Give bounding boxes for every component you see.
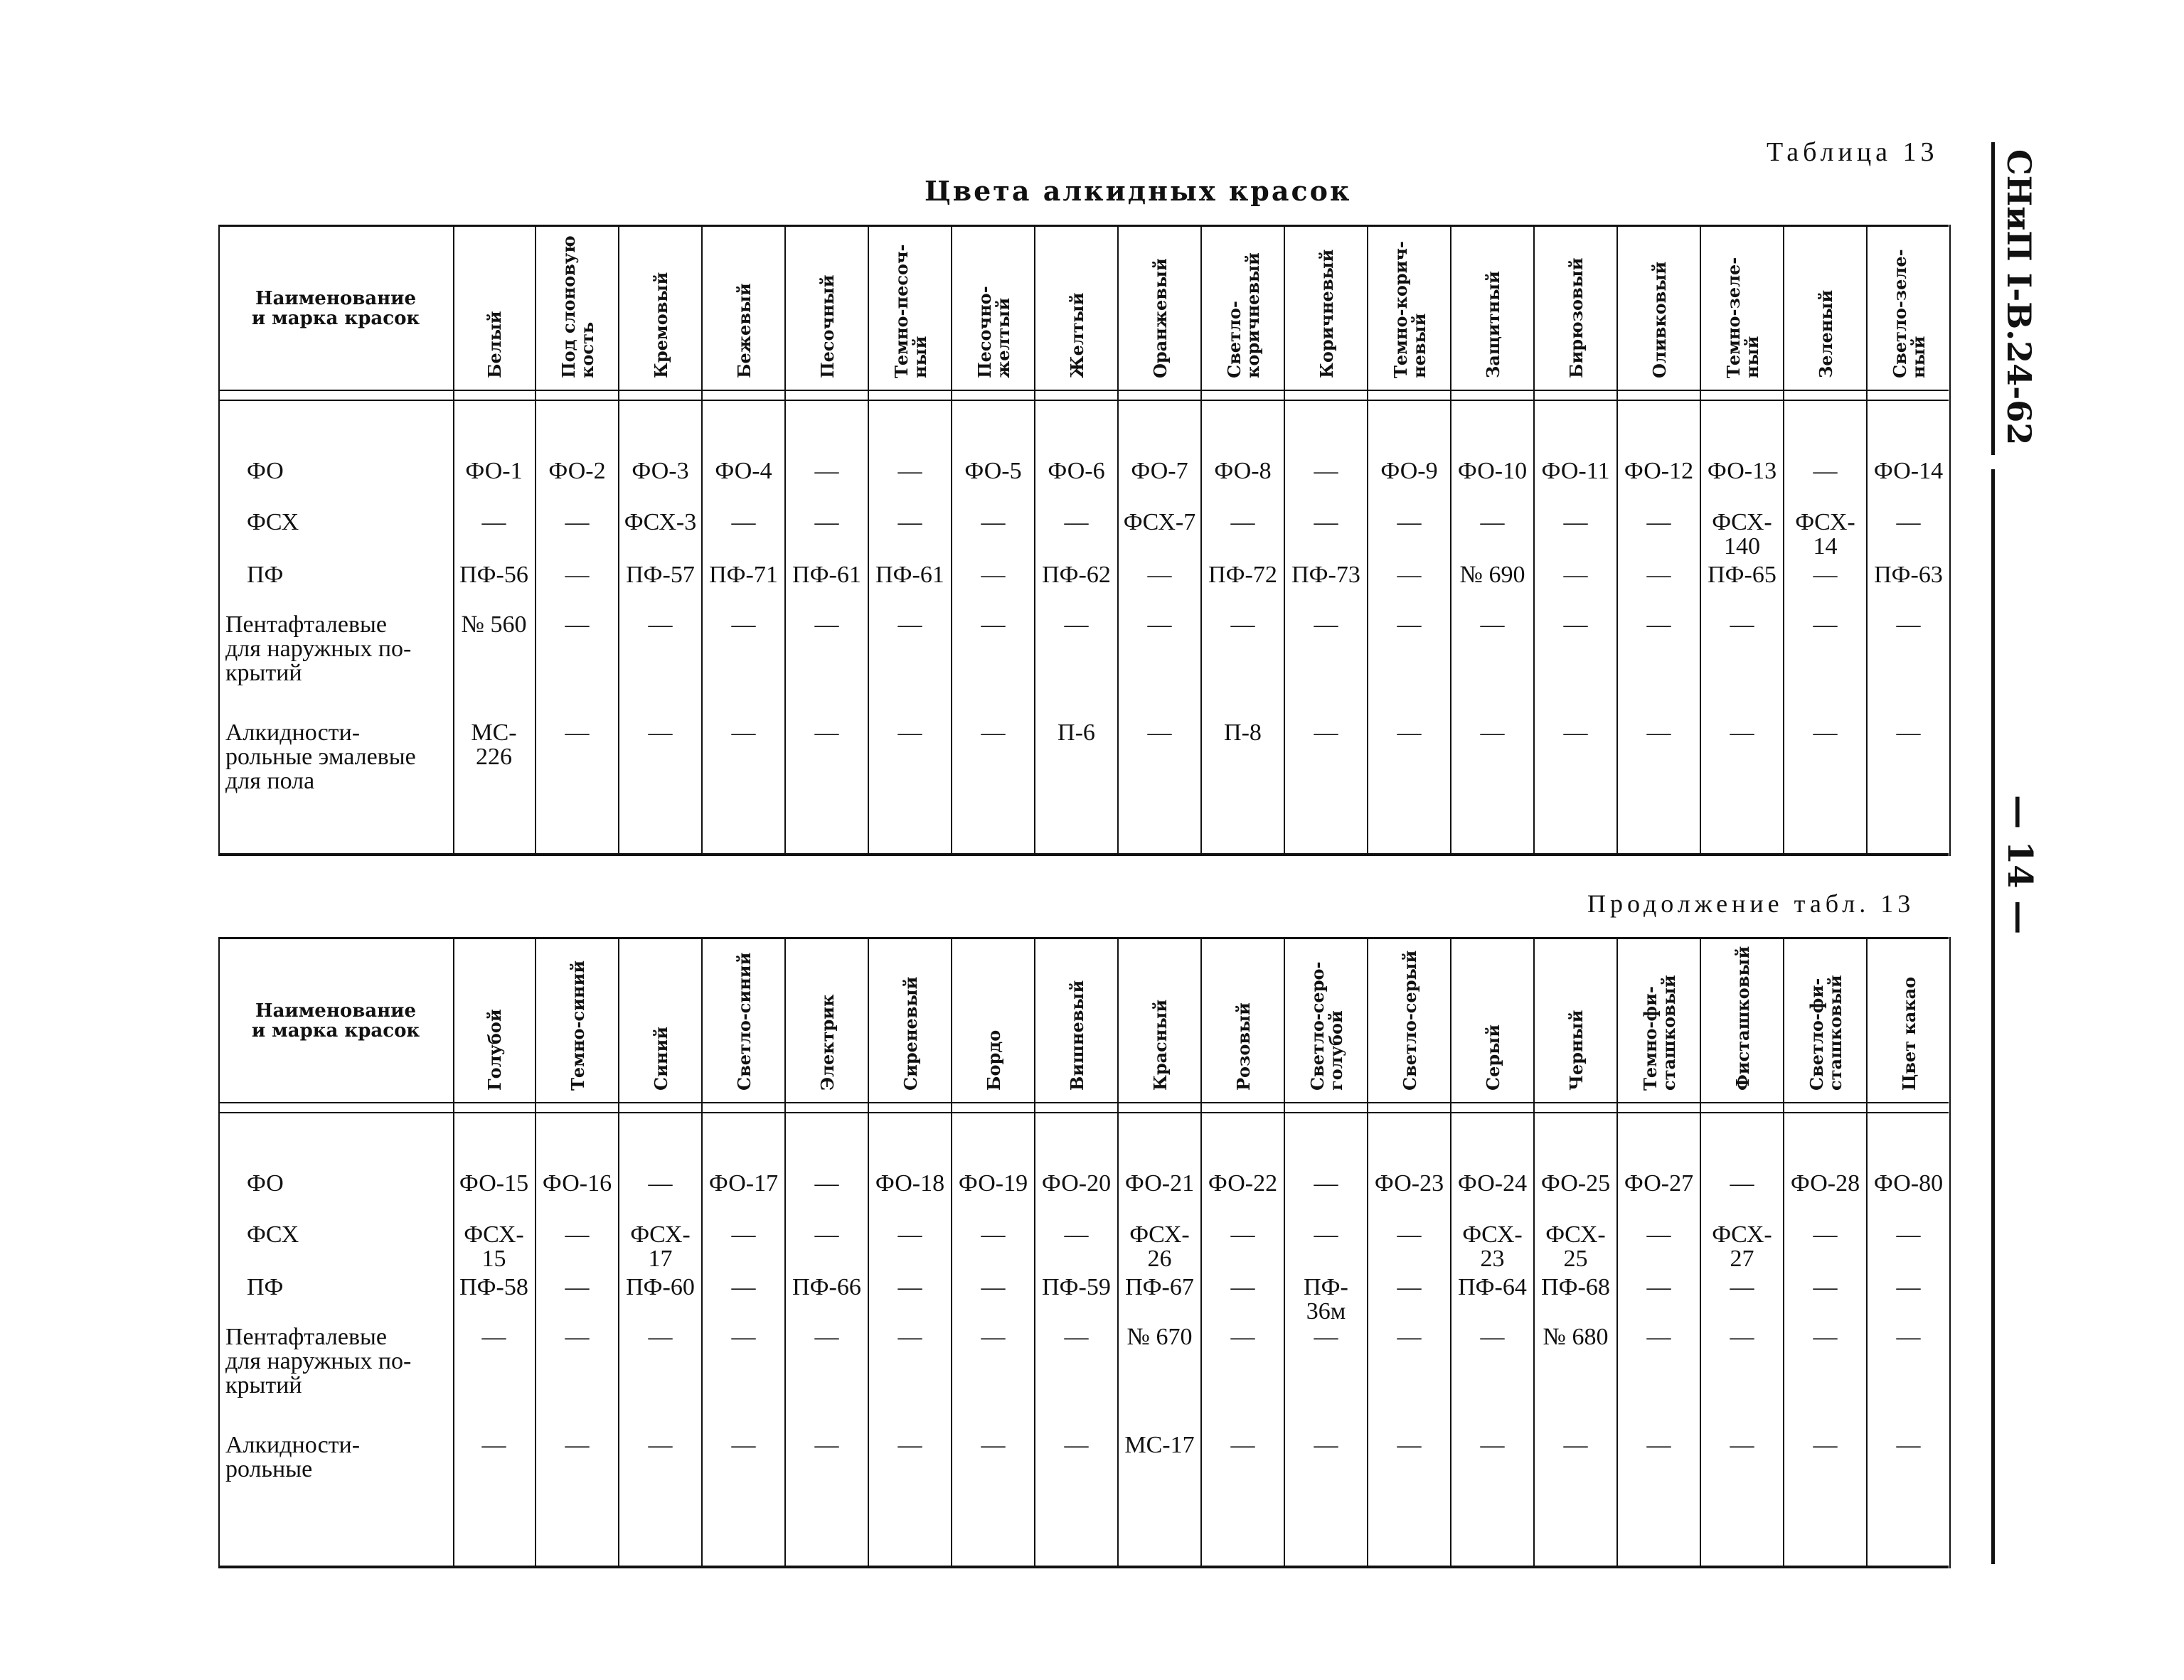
- table-cell: ПФ-65: [1708, 562, 1777, 588]
- row-name: ПФ: [247, 562, 284, 588]
- column-header: [619, 941, 701, 1098]
- column-header-label: Черный: [1566, 1010, 1587, 1091]
- column-header: [1451, 941, 1533, 1098]
- table-cell: —: [897, 458, 922, 484]
- table-cell: ПФ-57: [626, 562, 695, 588]
- table-cell: —: [648, 1432, 673, 1458]
- table-cell: —: [1480, 1324, 1505, 1350]
- table-cell: ПФ-64: [1458, 1274, 1527, 1300]
- table-cell: —: [1813, 1432, 1838, 1458]
- table-cell: ПФ-60: [626, 1274, 695, 1300]
- table-cell: П-6: [1058, 719, 1095, 746]
- column-header-label: Серый: [1483, 1024, 1503, 1091]
- column-header-label: Темно-корич- невый: [1390, 241, 1429, 378]
- table-cell: —: [565, 1324, 590, 1350]
- column-header-label: Защитный: [1483, 271, 1503, 378]
- table-cell: —: [648, 1170, 673, 1197]
- table-bottom-rule: [218, 1566, 1949, 1568]
- column-header-label: Коричневый: [1316, 249, 1337, 378]
- table-cell: ФО-23: [1374, 1170, 1444, 1197]
- column-header-label: Фисташковый: [1732, 946, 1753, 1091]
- table-cell: ПФ-61: [875, 562, 944, 588]
- column-header: [1701, 229, 1783, 385]
- table-cell: —: [1230, 1274, 1255, 1300]
- table-cell: —: [1480, 719, 1505, 746]
- table-cell: —: [1646, 611, 1671, 638]
- table-cell: —: [1646, 1432, 1671, 1458]
- table-cell: —: [1397, 1432, 1422, 1458]
- column-header: [1784, 229, 1866, 385]
- table-cell: —: [565, 509, 590, 535]
- table-cell: ФО-1: [465, 458, 523, 484]
- table-cell: ПФ-67: [1125, 1274, 1194, 1300]
- table-cell: ФО-20: [1041, 1170, 1112, 1197]
- table-cell: ФО-14: [1873, 458, 1944, 484]
- table-cell: —: [897, 1324, 922, 1350]
- table-cell: ФО-3: [632, 458, 689, 484]
- table-cell: ФО-25: [1540, 1170, 1611, 1197]
- column-header: [952, 229, 1034, 385]
- table-cell: ФСХ-3: [624, 509, 697, 535]
- row-name: ПФ: [247, 1274, 284, 1300]
- column-header-label: Светло-синий: [734, 952, 755, 1091]
- paint-colors-table: [218, 225, 1949, 856]
- column-header-label: Цвет какао: [1899, 976, 1919, 1091]
- row-name: ФО: [247, 1170, 284, 1197]
- table-cell: ПФ-63: [1874, 562, 1943, 588]
- body-top-rule: [218, 1112, 1949, 1113]
- table-cell: —: [1813, 719, 1838, 746]
- column-header-label: Розовый: [1233, 1002, 1254, 1091]
- table-cell: —: [1813, 458, 1838, 484]
- table-cell: —: [1064, 1324, 1089, 1350]
- table-cell: ПФ-56: [459, 562, 528, 588]
- row-name: ФО: [247, 458, 284, 484]
- table-cell: —: [565, 1274, 590, 1300]
- paint-colors-table-continued: [218, 937, 1949, 1568]
- table-cell: —: [814, 509, 839, 535]
- column-rule: [1949, 225, 1951, 856]
- table-cell: ПФ-72: [1208, 562, 1277, 588]
- table-cell: ФО-18: [875, 1170, 945, 1197]
- column-header: [1119, 941, 1200, 1098]
- table-cell: —: [814, 719, 839, 746]
- table-top-rule: [218, 937, 1949, 939]
- column-header-label: Зеленый: [1816, 289, 1836, 378]
- table-cell: —: [981, 719, 1006, 746]
- table-cell: —: [1064, 509, 1089, 535]
- table-cell: —: [1896, 509, 1921, 535]
- table-cell: —: [814, 1324, 839, 1350]
- table-cell: —: [1147, 719, 1172, 746]
- table-cell: —: [1064, 611, 1089, 638]
- table-cell: ПФ-73: [1291, 562, 1360, 588]
- table-cell: ФСХ- 25: [1545, 1221, 1606, 1272]
- column-header: [536, 941, 618, 1098]
- table-bottom-rule: [218, 853, 1949, 856]
- column-header: [1202, 229, 1284, 385]
- table-cell: —: [981, 1221, 1006, 1248]
- table-cell: ФСХ- 140: [1712, 509, 1772, 560]
- column-header-label: Темно-фи- сташковый: [1640, 975, 1679, 1091]
- table-cell: —: [1563, 611, 1588, 638]
- table-cell: —: [814, 611, 839, 638]
- table-cell: —: [1230, 611, 1255, 638]
- document-code: СНиП I-В.24-62: [2000, 149, 2038, 446]
- table-cell: —: [1646, 562, 1671, 588]
- column-header-label: Электрик: [817, 994, 838, 1091]
- table-cell: ФСХ- 23: [1462, 1221, 1523, 1272]
- table-cell: —: [814, 1221, 839, 1248]
- table-cell: —: [1646, 719, 1671, 746]
- column-header: [453, 229, 535, 385]
- table-cell: —: [981, 562, 1006, 588]
- table-cell: —: [1896, 1274, 1921, 1300]
- table-cell: —: [1314, 1221, 1338, 1248]
- column-header-label: Белый: [484, 311, 505, 378]
- table-cell: —: [1397, 1324, 1422, 1350]
- table-cell: ФО-80: [1873, 1170, 1944, 1197]
- table-top-rule: [218, 225, 1949, 227]
- table-cell: —: [1813, 562, 1838, 588]
- table-cell: —: [1314, 1324, 1338, 1350]
- table-cell: —: [1896, 1221, 1921, 1248]
- column-header-label: Светло-серый: [1400, 950, 1420, 1091]
- table-cell: —: [1064, 1221, 1089, 1248]
- table-cell: МС- 226: [471, 719, 517, 770]
- row-name: Пентафталевые для наружных по- крытий: [225, 1324, 412, 1398]
- name-header: Наименование и марка красок: [251, 288, 420, 329]
- table-cell: ФО-9: [1380, 458, 1438, 484]
- table-cell: —: [897, 719, 922, 746]
- table-cell: П-8: [1224, 719, 1262, 746]
- row-name: Пентафталевые для наружных по- крытий: [225, 611, 412, 686]
- table-cell: —: [1563, 1432, 1588, 1458]
- page-number: — 14 —: [2000, 795, 2040, 935]
- table-cell: —: [731, 611, 756, 638]
- table-cell: —: [1896, 1324, 1921, 1350]
- column-rule: [1949, 937, 1951, 1568]
- table-cell: —: [1314, 458, 1338, 484]
- table-cell: —: [481, 509, 506, 535]
- column-header-label: Желтый: [1067, 292, 1087, 378]
- table-cell: —: [1813, 1221, 1838, 1248]
- column-header-label: Синий: [651, 1026, 671, 1091]
- table-cell: ПФ-62: [1042, 562, 1111, 588]
- column-header-label: Голубой: [484, 1009, 505, 1091]
- table-cell: —: [565, 1432, 590, 1458]
- table-cell: —: [1730, 1324, 1754, 1350]
- table-cell: ФО-28: [1790, 1170, 1860, 1197]
- column-header: [786, 941, 868, 1098]
- table-cell: —: [1397, 1274, 1422, 1300]
- table-cell: ФО-21: [1124, 1170, 1195, 1197]
- column-header-label: Светло-серо- голубой: [1307, 961, 1346, 1091]
- table-cell: —: [1646, 1324, 1671, 1350]
- table-cell: ПФ-59: [1042, 1274, 1111, 1300]
- table-cell: —: [481, 1324, 506, 1350]
- table-title: Цвета алкидных красок: [925, 175, 1352, 207]
- column-header-label: Песочный: [817, 274, 838, 378]
- column-header-label: Светло-зеле- ный: [1890, 249, 1929, 378]
- table-cell: —: [1314, 1170, 1338, 1197]
- table-cell: —: [1896, 1432, 1921, 1458]
- column-header-label: Бежевый: [734, 283, 755, 378]
- table-cell: —: [1314, 719, 1338, 746]
- table-cell: —: [1147, 611, 1172, 638]
- table-cell: —: [981, 1432, 1006, 1458]
- table-cell: —: [897, 1221, 922, 1248]
- column-header: [1868, 941, 1949, 1098]
- column-header-label: Бирюзовый: [1566, 257, 1587, 378]
- table-cell: —: [1314, 611, 1338, 638]
- table-cell: —: [814, 458, 839, 484]
- table-cell: —: [1896, 719, 1921, 746]
- column-header: [1618, 229, 1700, 385]
- table-cell: —: [1480, 509, 1505, 535]
- table-cell: —: [981, 1274, 1006, 1300]
- table-cell: —: [1896, 611, 1921, 638]
- table-cell: —: [731, 1221, 756, 1248]
- column-header: [952, 941, 1034, 1098]
- table-cell: ПФ-71: [709, 562, 778, 588]
- column-header: [1368, 229, 1450, 385]
- table-cell: ФО-5: [964, 458, 1022, 484]
- column-header-label: Вишневый: [1067, 980, 1087, 1091]
- column-header: [1535, 229, 1616, 385]
- table-cell: —: [897, 1274, 922, 1300]
- column-header: [703, 941, 784, 1098]
- table-cell: ПФ-58: [459, 1274, 528, 1300]
- column-header: [1119, 229, 1200, 385]
- table-cell: —: [1314, 1432, 1338, 1458]
- table-cell: ФСХ- 15: [464, 1221, 524, 1272]
- table-cell: ФО-4: [715, 458, 772, 484]
- table-cell: ФО-27: [1624, 1170, 1694, 1197]
- table-cell: —: [1646, 1221, 1671, 1248]
- table-cell: —: [981, 611, 1006, 638]
- name-header: Наименование и марка красок: [251, 1000, 420, 1042]
- column-header-label: Под слоновую кость: [558, 235, 597, 378]
- column-header: [1868, 229, 1949, 385]
- column-header-label: Темно-синий: [568, 960, 588, 1091]
- column-header: [1285, 941, 1367, 1098]
- table-cell: ФО-8: [1214, 458, 1272, 484]
- column-header: [1784, 941, 1866, 1098]
- table-cell: —: [1314, 509, 1338, 535]
- header-bottom-rule: [218, 390, 1949, 391]
- table-cell: —: [897, 1432, 922, 1458]
- table-cell: —: [897, 509, 922, 535]
- table-cell: —: [1813, 611, 1838, 638]
- table-cell: —: [1563, 562, 1588, 588]
- table-cell: —: [731, 1324, 756, 1350]
- table-cell: —: [1813, 1274, 1838, 1300]
- table-cell: —: [1064, 1432, 1089, 1458]
- table-cell: ФСХ-7: [1123, 509, 1196, 535]
- side-rule-top: [1991, 142, 1995, 455]
- table-cell: —: [1730, 1274, 1754, 1300]
- table-cell: ПФ-61: [792, 562, 861, 588]
- column-header-label: Песочно- желтый: [974, 286, 1013, 378]
- table-cell: —: [731, 1274, 756, 1300]
- column-header: [1285, 229, 1367, 385]
- table-cell: —: [731, 719, 756, 746]
- table-cell: ФО-15: [459, 1170, 529, 1197]
- column-header: [1202, 941, 1284, 1098]
- table-cell: —: [814, 1432, 839, 1458]
- column-header: [786, 229, 868, 385]
- table-cell: ФО-2: [548, 458, 606, 484]
- table-cell: —: [1646, 509, 1671, 535]
- body-top-rule: [218, 400, 1949, 401]
- table-cell: —: [648, 611, 673, 638]
- table-cell: —: [1730, 719, 1754, 746]
- column-header-label: Кремовый: [651, 272, 671, 378]
- column-header: [536, 229, 618, 385]
- table-cell: —: [1230, 509, 1255, 535]
- table-cell: ФО-12: [1624, 458, 1694, 484]
- table-cell: МС-17: [1124, 1432, 1195, 1458]
- table-cell: ФО-6: [1048, 458, 1105, 484]
- column-header-label: Светло- коричневый: [1224, 252, 1263, 378]
- table-cell: —: [1813, 1324, 1838, 1350]
- table-cell: ФО-11: [1541, 458, 1610, 484]
- table-cell: —: [565, 611, 590, 638]
- table-cell: ФО-17: [708, 1170, 779, 1197]
- table-cell: —: [1230, 1221, 1255, 1248]
- table-cell: —: [1147, 562, 1172, 588]
- row-name: ФСХ: [247, 1221, 299, 1248]
- column-header-label: Светло-фи- сташковый: [1806, 975, 1845, 1091]
- table-cell: ФО-22: [1208, 1170, 1278, 1197]
- table-cell: —: [565, 562, 590, 588]
- table-cell: —: [1397, 1221, 1422, 1248]
- table-cell: —: [1563, 719, 1588, 746]
- column-header-label: Оранжевый: [1150, 258, 1171, 378]
- table-cell: № 560: [461, 611, 527, 638]
- table-cell: ПФ-68: [1541, 1274, 1610, 1300]
- table-cell: —: [1480, 611, 1505, 638]
- column-header-label: Сиреневый: [900, 976, 921, 1091]
- column-header: [1368, 941, 1450, 1098]
- table-cell: —: [565, 719, 590, 746]
- table-cell: —: [1730, 1432, 1754, 1458]
- table-cell: —: [1230, 1324, 1255, 1350]
- table-cell: —: [648, 719, 673, 746]
- table-cell: ФО-24: [1457, 1170, 1528, 1197]
- column-header: [1618, 941, 1700, 1098]
- table-cell: ФО-10: [1457, 458, 1528, 484]
- table-cell: —: [1730, 1170, 1754, 1197]
- table-cell: —: [897, 611, 922, 638]
- row-name: Алкидности- рольные: [225, 1432, 361, 1482]
- table-cell: —: [1646, 1274, 1671, 1300]
- table-cell: —: [1397, 611, 1422, 638]
- column-header-label: Оливковый: [1649, 261, 1670, 378]
- side-rule-bottom: [1991, 469, 1995, 1564]
- table-cell: № 680: [1543, 1324, 1609, 1350]
- table-cell: —: [981, 1324, 1006, 1350]
- column-header: [1535, 941, 1616, 1098]
- row-name: Алкидности- рольные эмалевые для пола: [225, 719, 416, 794]
- table-cell: —: [1230, 1432, 1255, 1458]
- table-cell: —: [1563, 509, 1588, 535]
- column-header: [869, 941, 951, 1098]
- column-header-label: Темно-песоч- ный: [891, 244, 930, 378]
- table-cell: ФСХ- 14: [1795, 509, 1855, 560]
- column-header: [1035, 229, 1117, 385]
- table-cell: —: [1397, 562, 1422, 588]
- column-header-label: Красный: [1150, 999, 1171, 1091]
- table-cell: ФСХ- 26: [1129, 1221, 1190, 1272]
- table-cell: —: [481, 1432, 506, 1458]
- column-header: [703, 229, 784, 385]
- table-cell: —: [731, 1432, 756, 1458]
- table-cell: ФО-7: [1131, 458, 1188, 484]
- table-cell: ФО-16: [542, 1170, 612, 1197]
- table-cell: № 690: [1459, 562, 1525, 588]
- table-cell: ФСХ- 27: [1712, 1221, 1772, 1272]
- table-label: Таблица 13: [1767, 137, 1939, 167]
- table-cell: № 670: [1126, 1324, 1193, 1350]
- table-cell: —: [981, 509, 1006, 535]
- table-cell: ПФ-66: [792, 1274, 861, 1300]
- column-header: [1451, 229, 1533, 385]
- table-cell: —: [565, 1221, 590, 1248]
- table-cell: —: [1730, 611, 1754, 638]
- table-cell: ПФ- 36м: [1304, 1274, 1348, 1325]
- header-bottom-rule: [218, 1102, 1949, 1103]
- table-cell: —: [731, 509, 756, 535]
- table-cell: ФО-13: [1707, 458, 1777, 484]
- table-cell: —: [1397, 509, 1422, 535]
- column-header: [869, 229, 951, 385]
- column-header: [619, 229, 701, 385]
- column-header: [1035, 941, 1117, 1098]
- column-header-label: Бордо: [984, 1029, 1004, 1091]
- row-name: ФСХ: [247, 509, 299, 535]
- column-header: [1701, 941, 1783, 1098]
- continuation-label: Продолжение табл. 13: [1587, 889, 1915, 918]
- table-cell: ФО-19: [958, 1170, 1028, 1197]
- table-cell: —: [814, 1170, 839, 1197]
- table-cell: —: [1480, 1432, 1505, 1458]
- table-cell: —: [1397, 719, 1422, 746]
- table-cell: —: [648, 1324, 673, 1350]
- column-header: [453, 941, 535, 1098]
- table-cell: ФСХ- 17: [630, 1221, 691, 1272]
- column-header-label: Темно-зеле- ный: [1723, 257, 1762, 378]
